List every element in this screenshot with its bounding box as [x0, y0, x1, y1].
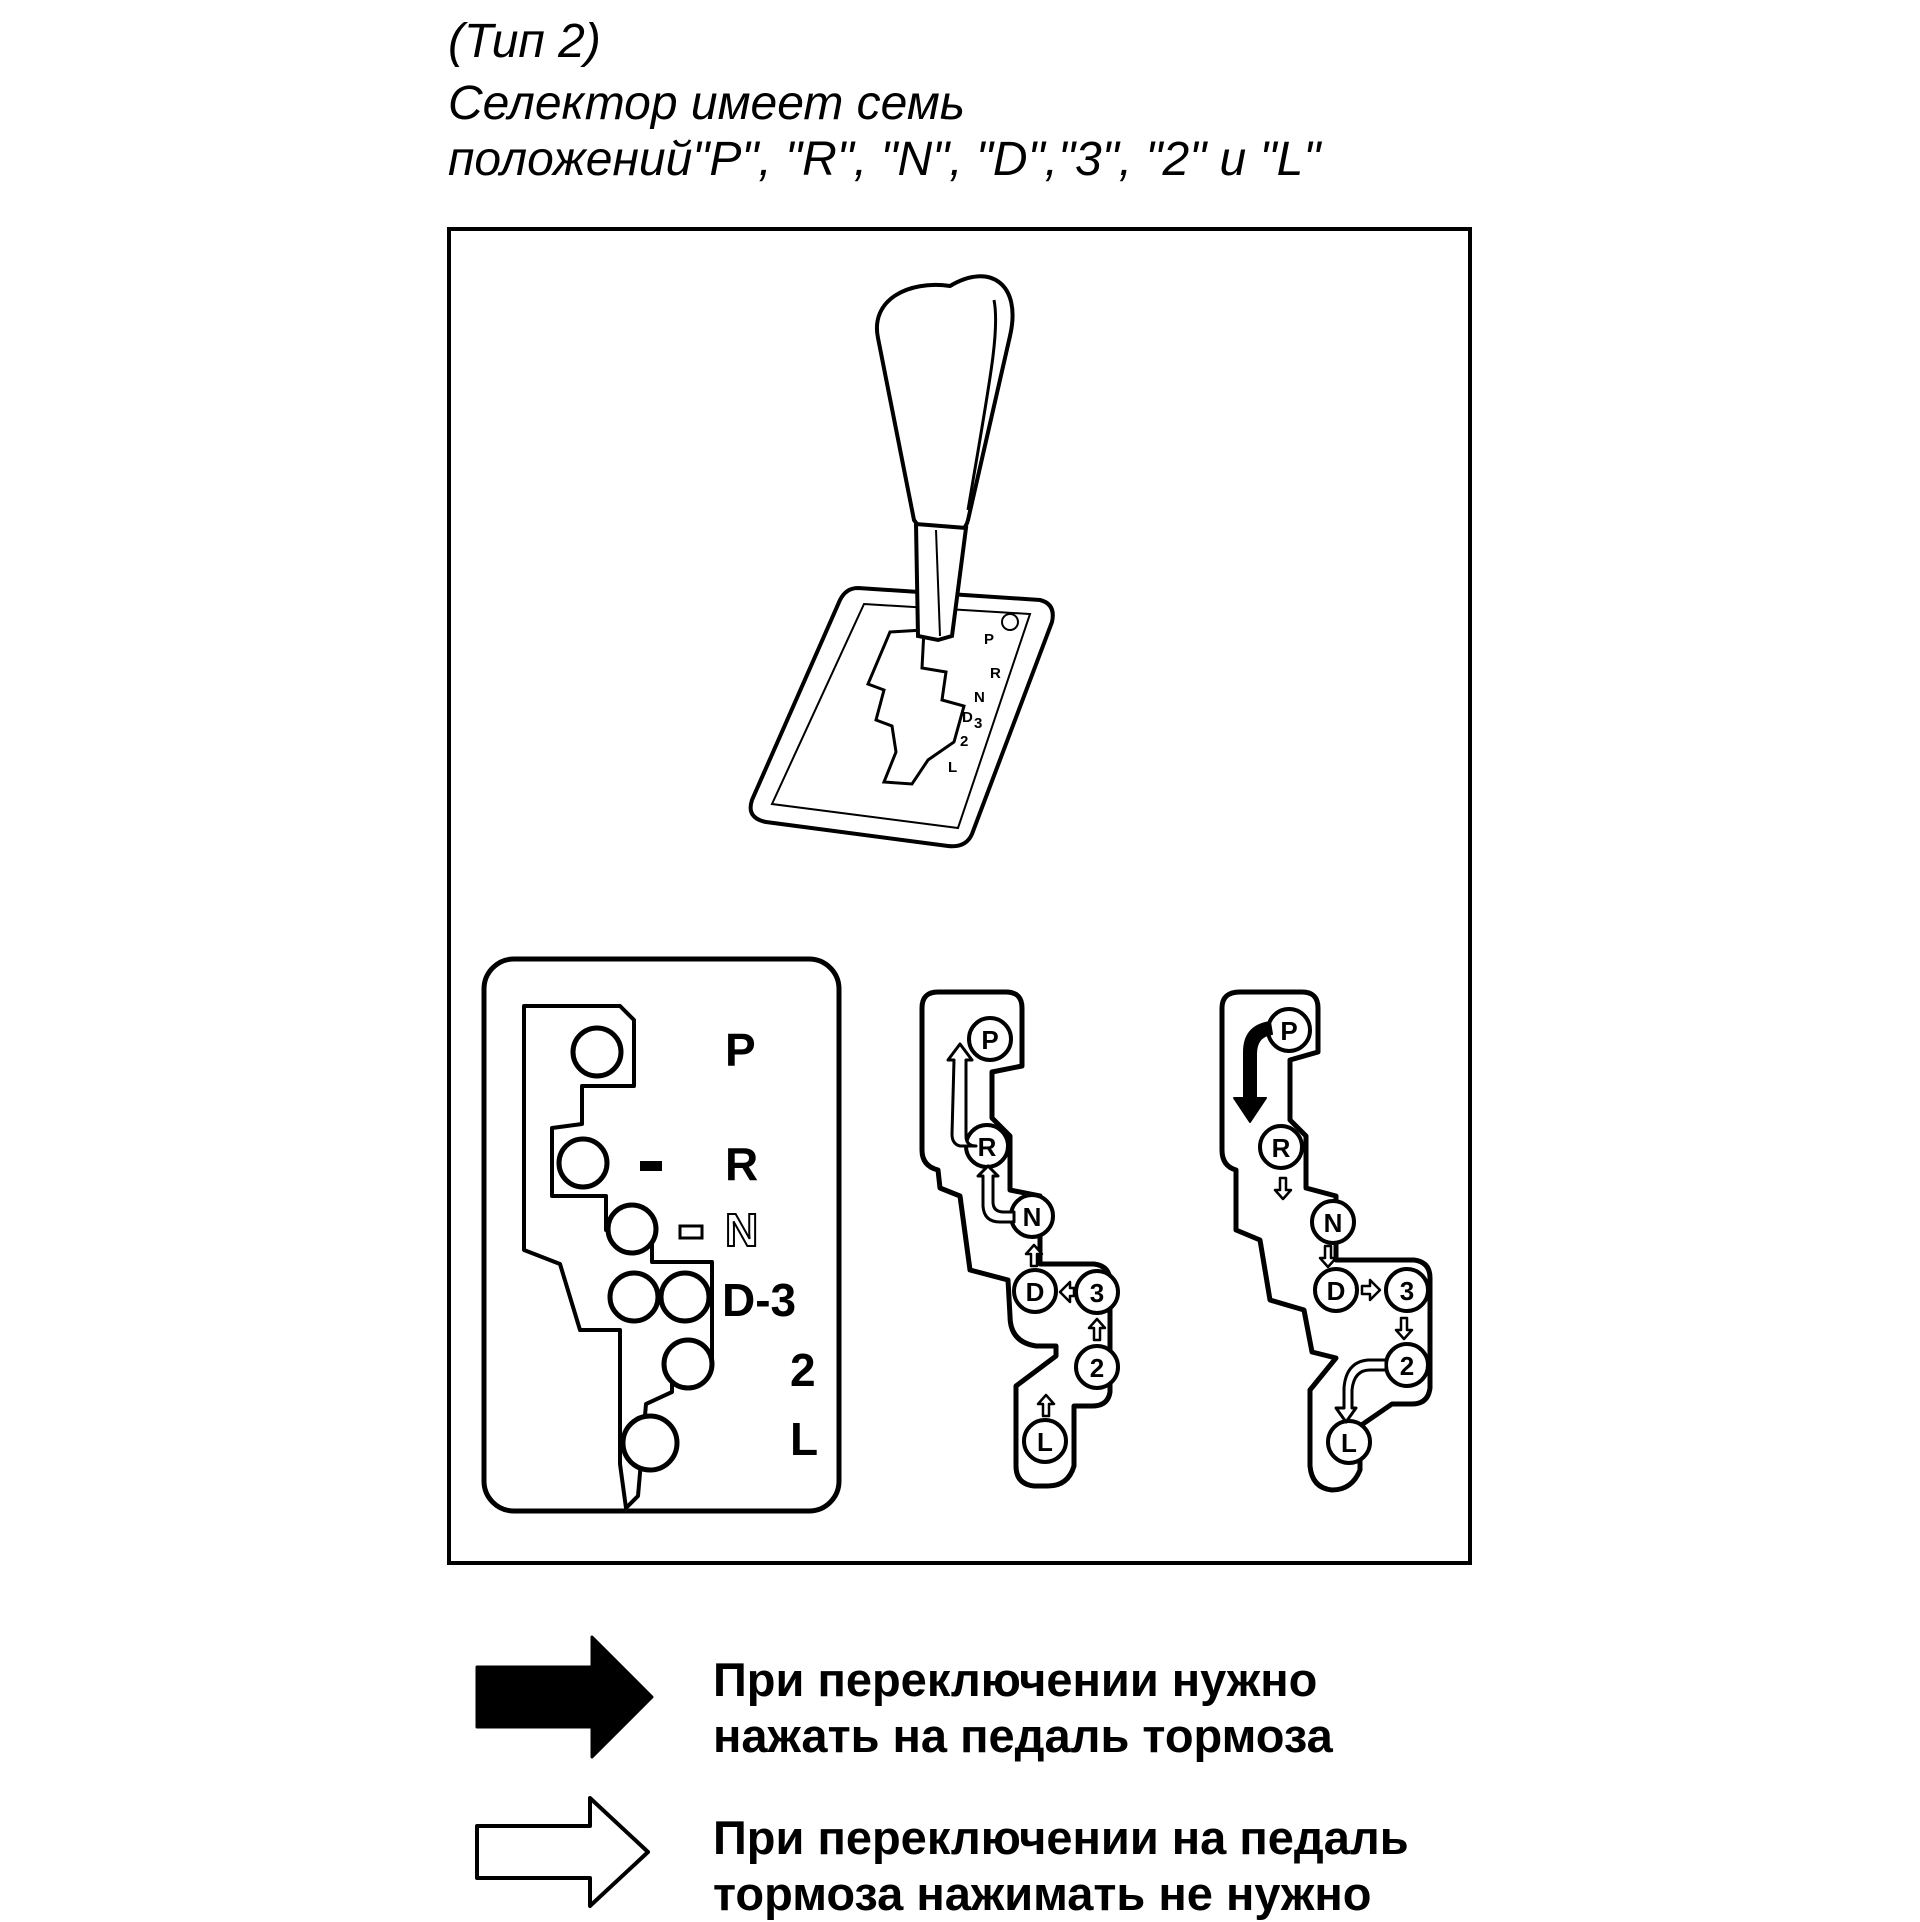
legend-brake-required-line-1: При переключении нужно	[713, 1653, 1318, 1706]
flow3-text-p: P	[1280, 1016, 1298, 1046]
gate-flow-brake-panel	[1222, 992, 1430, 1490]
gate-circle-l	[623, 1416, 677, 1470]
shifter-illustration	[751, 276, 1053, 846]
svg-text:2: 2	[960, 733, 969, 750]
flow2-text-3: 3	[1089, 1278, 1105, 1308]
svg-text:3: 3	[974, 715, 983, 732]
gate-label-d3: D-3	[722, 1274, 797, 1326]
svg-text:N: N	[974, 689, 985, 706]
svg-text:R: R	[990, 665, 1001, 682]
gate-label-n: N	[725, 1204, 759, 1256]
gate-circle-n	[608, 1205, 656, 1253]
flow2-text-r: R	[977, 1132, 997, 1162]
flow3-text-r: R	[1271, 1133, 1291, 1163]
gate-circle-d	[610, 1273, 658, 1321]
header-line-2: положений"P", "R", "N", "D","3", "2" и "L"	[448, 133, 1321, 186]
gate-circle-3	[661, 1273, 709, 1321]
shift-lever-knob	[877, 276, 1013, 535]
gate-circle-r	[559, 1139, 607, 1187]
svg-text:P: P	[984, 631, 995, 648]
legend-brake-not-required-line-1: При переключении на педаль	[713, 1811, 1409, 1864]
legend-brake-required-line-2: нажать на педаль тормоза	[713, 1709, 1333, 1762]
gate-label-r: R	[725, 1138, 759, 1190]
gate-flow-no-brake-panel	[922, 992, 1118, 1486]
flow2-text-l: L	[1037, 1427, 1053, 1457]
legend-brake-required	[713, 1652, 1333, 1764]
gate-circle-2	[664, 1340, 712, 1388]
solid-arrow-icon	[477, 1637, 652, 1757]
reverse-dash-mark	[640, 1161, 662, 1171]
gate-layout-panel	[484, 959, 839, 1511]
svg-text:L: L	[948, 759, 958, 776]
flow3-text-2: 2	[1399, 1351, 1415, 1381]
flow3-text-n: N	[1323, 1208, 1343, 1238]
flow2-text-d: D	[1025, 1277, 1045, 1307]
type-label: (Тип 2)	[448, 15, 601, 68]
legend-brake-not-required	[713, 1810, 1409, 1922]
svg-text:D: D	[962, 709, 973, 726]
gate-label-l: L	[790, 1413, 819, 1465]
flow2-text-p: P	[981, 1025, 999, 1055]
hollow-arrow-icon	[477, 1798, 648, 1906]
header-line-1: Селектор имеет семь	[448, 77, 965, 130]
flow3-text-d: D	[1326, 1276, 1346, 1306]
flow3-text-l: L	[1341, 1428, 1357, 1458]
neutral-dash-mark	[680, 1226, 702, 1238]
flow3-text-3: 3	[1399, 1276, 1415, 1306]
legend-brake-not-required-line-2: тормоза нажимать не нужно	[713, 1867, 1372, 1920]
flow2-text-2: 2	[1089, 1353, 1105, 1383]
gate-label-p: P	[725, 1024, 756, 1076]
gate-flow-2-outline	[922, 992, 1110, 1486]
flow2-text-n: N	[1022, 1202, 1042, 1232]
gate-circle-p	[573, 1028, 621, 1076]
gate-label-2: 2	[790, 1344, 816, 1396]
gate-path-outline	[524, 1006, 712, 1508]
